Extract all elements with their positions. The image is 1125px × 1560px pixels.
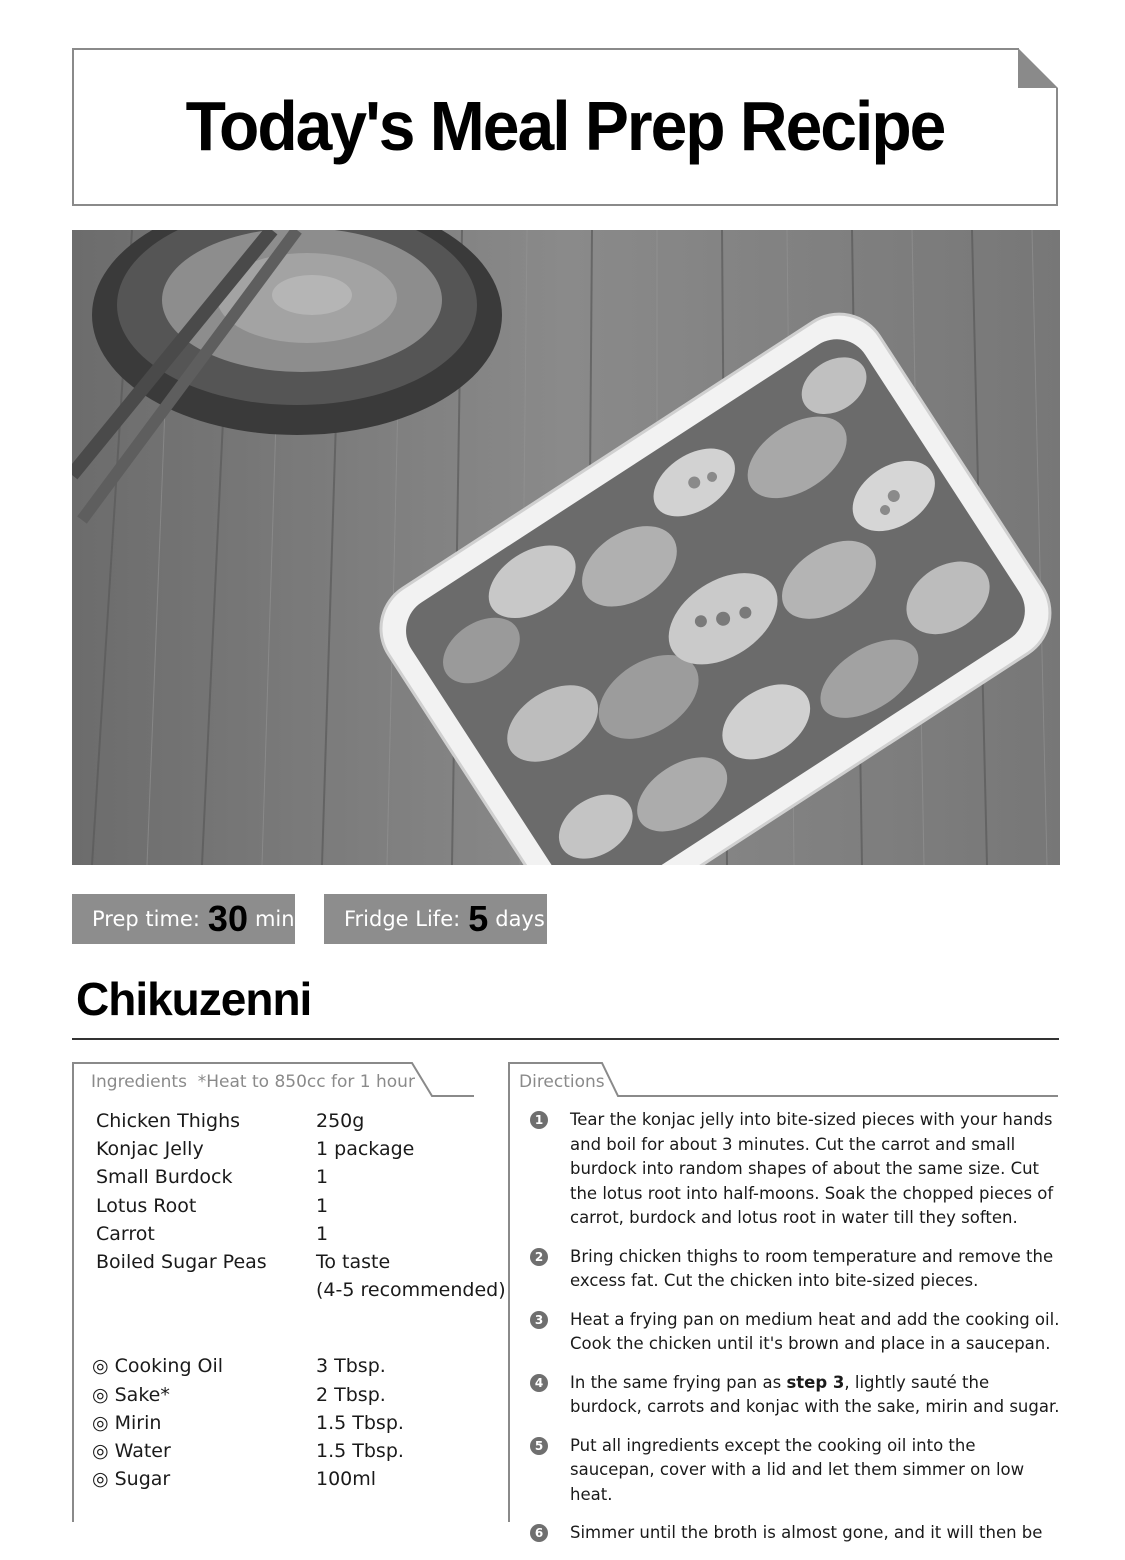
direction-step: 4 In the same frying pan as step 3, lightly sauté the burdock, carrots and konjac with the sake, mirin and sugar.	[530, 1371, 1060, 1420]
divider	[72, 1038, 1059, 1040]
step-number-icon: 3	[530, 1311, 548, 1329]
ingredient-row: Carrot 1	[96, 1222, 329, 1245]
seasoning-row: ◎ Cooking Oil 3 Tbsp.	[92, 1355, 386, 1378]
seasoning-row: ◎ Mirin 1.5 Tbsp.	[92, 1411, 404, 1434]
chikuzenni-photo-icon	[72, 230, 1060, 865]
direction-step: 1 Tear the konjac jelly into bite-sized pieces with your hands and boil for about 3 minutes. Cut the carrot and small burdock into random shapes of about the same size. Cut the lotus root into half-moons. Soak the chopped pieces of carrot, burdock and lotus root in water till they soften.	[530, 1108, 1060, 1231]
step-number-icon: 1	[530, 1111, 548, 1129]
ingredient-row: Small Burdock 1	[96, 1166, 329, 1189]
direction-step: 2 Bring chicken thighs to room temperature and remove the excess fat. Cut the chicken into bite-sized pieces.	[530, 1245, 1060, 1294]
directions-tab-label: Directions	[519, 1072, 605, 1092]
step-number-icon: 4	[530, 1374, 548, 1392]
fridge-life-value: 5	[468, 898, 489, 939]
fridge-life-label: Fridge Life:	[344, 907, 461, 931]
ingredient-row: Konjac Jelly 1 package	[96, 1138, 415, 1161]
ingredients-note: *Heat to 850cc for 1 hour	[197, 1072, 415, 1092]
step-number-icon: 2	[530, 1248, 548, 1266]
page-title: Today's Meal Prep Recipe	[185, 87, 945, 165]
ingredient-row: Chicken Thighs 250g	[96, 1110, 365, 1132]
seasoning-row: ◎ Sugar 100ml	[92, 1468, 377, 1491]
prep-time-badge	[72, 894, 295, 944]
prep-time-label: Prep time:	[92, 907, 200, 931]
spacer	[96, 1307, 496, 1355]
seasoning-row: ◎ Sake* 2 Tbsp.	[92, 1383, 386, 1406]
ingredient-row: (4-5 recommended)	[316, 1279, 506, 1302]
fridge-life-badge	[324, 894, 547, 944]
ingredients-panel	[72, 1062, 506, 1522]
recipe-photo	[72, 230, 1060, 865]
direction-step: 6 Simmer until the broth is almost gone, and it will then be	[530, 1521, 1060, 1546]
ingredient-row: Lotus Root 1	[96, 1194, 329, 1217]
directions-list	[530, 1108, 1060, 1560]
dish-name: Chikuzenni	[76, 973, 312, 1025]
direction-step: 5 Put all ingredients except the cooking oil into the saucepan, cover with a lid and let them simmer on low heat.	[530, 1434, 1060, 1508]
directions-panel	[508, 1062, 1060, 1542]
folded-corner-icon	[1018, 48, 1058, 88]
prep-time-value: 30	[207, 898, 248, 939]
ingredients-tab-label: Ingredients *Heat to 850cc for 1 hour	[91, 1072, 415, 1092]
ingredients-table	[92, 1110, 506, 1496]
seasoning-row: ◎ Water 1.5 Tbsp.	[92, 1439, 404, 1462]
prep-time-unit: min	[254, 907, 295, 931]
fridge-life-unit: days	[495, 907, 545, 931]
ingredient-row: Boiled Sugar Peas To taste	[96, 1250, 391, 1273]
step-number-icon: 5	[530, 1437, 548, 1455]
step-number-icon: 6	[530, 1524, 548, 1542]
title-banner	[72, 48, 1058, 206]
direction-step: 3 Heat a frying pan on medium heat and add the cooking oil. Cook the chicken until it's brown and place in a saucepan.	[530, 1308, 1060, 1357]
